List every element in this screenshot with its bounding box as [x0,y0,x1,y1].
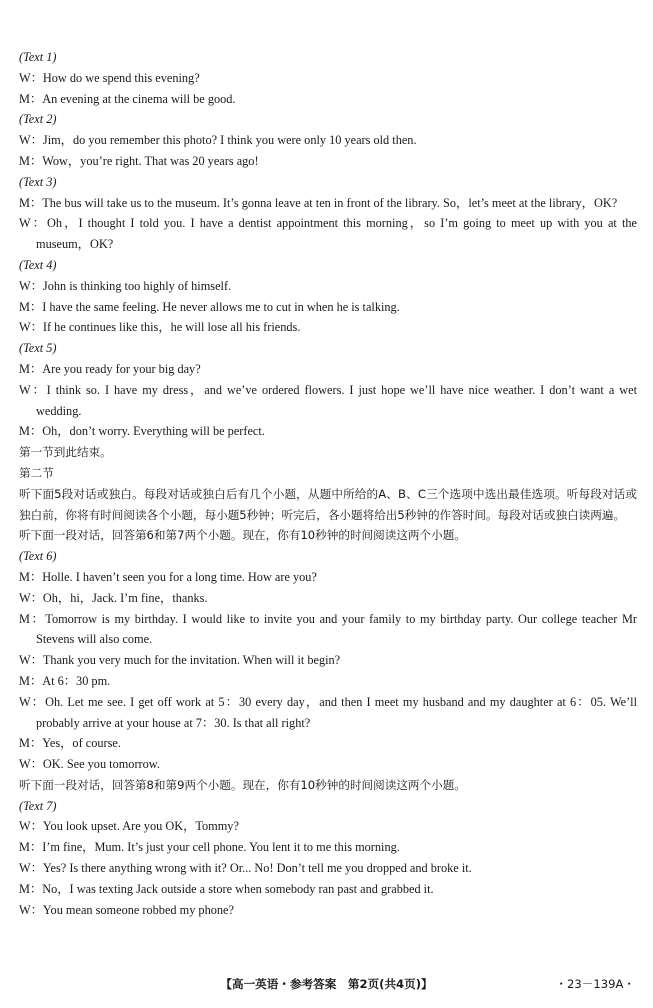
dialogue-line: W：I think so. I have my dress，and we’ve ordered flowers. I just hope we’ll have nice weather. I don’t want a wet wedding. [19,382,637,418]
text-label: (Text 7) [19,798,57,813]
dialogue-line: M：No，I was texting Jack outside a store when somebody ran past and grabbed it. [19,881,434,896]
dialogue-line: W：Oh. Let me see. I get off work at 5：30 every day，and then I meet my husband and my daughter at 6：05. We’ll probably arrive at your house at 7：30. Is that all right? [19,694,637,730]
dialogue-line: W：Oh，I thought I told you. I have a dentist appointment this morning，so I’m going to meet up with you at the museum，OK? [19,216,637,252]
dialogue-line: M：Are you ready for your big day? [19,361,201,376]
dialogue-line: M：Tomorrow is my birthday. I would like to invite you and your family to my birthday party. Our college teacher Mr Stevens will also come. [19,611,637,647]
dialogue-line: M：Holle. I haven’t seen you for a long time. How are you? [19,569,317,584]
footer-doc-code: ・23－139A・ [555,977,635,991]
text-label: (Text 6) [19,549,57,564]
instruction-line: 第一节到此结束。 [19,445,112,460]
dialogue-line: M：I have the same feeling. He never allows me to cut in when he is talking. [19,299,400,314]
text-label: (Text 5) [19,341,57,356]
page-footer [0,974,653,994]
dialogue-line: W：How do we spend this evening? [19,70,200,85]
instruction-paragraph: 听下面5段对话或独白。每段对话或独白后有几个小题，从题中所给的A、B、C三个选项中选出最佳选项。听每段对话或独白前，你将有时间阅读各个小题，每小题5秒钟；听完后，各小题将给出5秒钟的作答时间。每段对话或独白读两遍。 [19,486,637,522]
dialogue-line: W：Oh，hi，Jack. I’m fine，thanks. [19,590,208,605]
dialogue-line: M：Oh，don’t worry. Everything will be perfect. [19,424,265,439]
dialogue-line: W：You mean someone robbed my phone? [19,902,234,917]
document-body [19,47,637,920]
dialogue-line: M：Yes，of course. [19,736,121,751]
text-label: (Text 2) [19,112,57,127]
instruction-line: 听下面一段对话，回答第6和第7两个小题。现在，你有10秒钟的时间阅读这两个小题。 [19,528,466,543]
text-label: (Text 4) [19,257,57,272]
dialogue-line: W：Yes? Is there anything wrong with it? Or... No! Don’t tell me you dropped and broke it. [19,861,472,876]
dialogue-line: M：I’m fine，Mum. It’s just your cell phone. You lent it to me this morning. [19,840,400,855]
dialogue-line: M：An evening at the cinema will be good. [19,91,236,106]
text-label: (Text 1) [19,50,57,64]
dialogue-line: M：The bus will take us to the museum. It’s gonna leave at ten in front of the library. So，let’s meet at the library，OK? [19,195,618,210]
dialogue-line: W：John is thinking too highly of himself. [19,278,232,293]
dialogue-line: M：Wow，you’re right. That was 20 years ago! [19,153,259,168]
instruction-line: 第二节 [19,465,54,480]
instruction-line: 听下面一段对话，回答第8和第9两个小题。现在，你有10秒钟的时间阅读这两个小题。 [19,777,466,792]
dialogue-line: W：If he continues like this，he will lose all his friends. [19,320,301,335]
dialogue-line: W：OK. See you tomorrow. [19,757,160,772]
dialogue-line: W：Jim，do you remember this photo? I think you were only 10 years old then. [19,133,417,148]
footer-page-label: 【高一英语・参考答案 第2页(共4页)】 [220,977,433,991]
dialogue-line: W：Thank you very much for the invitation. When will it begin? [19,653,341,668]
dialogue-line: M：At 6：30 pm. [19,673,111,688]
dialogue-line: W：You look upset. Are you OK，Tommy? [19,819,239,834]
text-label: (Text 3) [19,174,57,189]
